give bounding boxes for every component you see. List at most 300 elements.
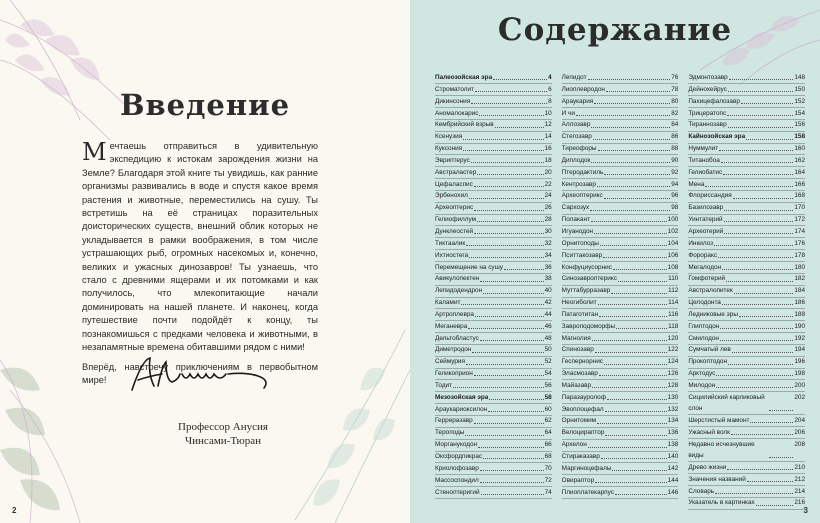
toc-entry[interactable] (435, 262, 552, 273)
toc-entry-leader (475, 84, 547, 92)
toc-entry-leader (594, 226, 667, 234)
toc-entry[interactable] (562, 344, 679, 355)
toc-entry-leader (474, 226, 543, 234)
toc-entry-page: 62 (544, 417, 552, 425)
toc-entry-label: Дикинсония (435, 97, 471, 105)
toc-entry-page: 32 (544, 239, 552, 247)
toc-entry-leader (616, 321, 667, 329)
toc-entry-page: 134 (667, 417, 679, 425)
toc-entry[interactable] (688, 214, 805, 225)
toc-entry[interactable] (688, 392, 805, 415)
toc-entry-page: 70 (544, 464, 552, 472)
toc-entry-page: 146 (667, 488, 679, 496)
toc-entry[interactable] (562, 273, 679, 284)
toc-entry[interactable] (562, 119, 679, 130)
toc-entry[interactable] (688, 285, 805, 296)
intro-paragraph-1-text: ечтаешь отправиться в удивительную экспедицию к истокам зарождения жизни на Земле? Благодаря этой книге ты увидишь, как ранние организмы развивались в воде и спустя какое время растения и животные, переместились на сушу. Ты встретишь на её страницах поразительных доисторических существ, внешний облик которых не укладывается в рамки воображения, в том числе устрашающих рыб, огромных насекомых и, конечно, великих и ужасных динозавров! Ты узнаешь, что стало с древними ящерами и их потомками и как получилось, что млекопитающие начали доминировать на нашей планете. И наконец, когда путешествие почти подойдёт к концу, ты познакомишься с предками человека и животными, в незапамятные времена обитавшими рядом с ними! (82, 141, 318, 353)
toc-entry-label: Эвоплоцефал (561, 405, 604, 413)
toc-entry[interactable] (435, 297, 552, 308)
toc-entry[interactable] (435, 96, 552, 107)
toc-entry-leader (477, 167, 543, 175)
toc-section-heading[interactable] (688, 131, 805, 142)
toc-entry[interactable] (562, 108, 679, 119)
toc-entry-leader (477, 214, 544, 222)
toc-entry-page: 132 (667, 405, 679, 413)
toc-entry-page: 102 (667, 227, 679, 235)
toc-entry[interactable] (562, 333, 679, 344)
toc-entry-page: 140 (667, 453, 679, 460)
toc-entry-leader (472, 344, 543, 352)
toc-entry-leader (732, 344, 794, 352)
toc-entry[interactable] (435, 475, 552, 486)
toc-entry-leader (480, 333, 544, 341)
toc-entry[interactable] (688, 380, 805, 391)
toc-entry-label: Мена (688, 180, 705, 188)
toc-entry[interactable] (435, 487, 552, 498)
toc-entry-label: Шерстистый мамонт (688, 416, 750, 424)
toc-entry-label: Спинозавр (561, 346, 594, 354)
toc-entry-leader (453, 380, 544, 388)
toc-entry-leader (594, 96, 670, 104)
toc-entry-page: 20 (544, 168, 552, 176)
toc-entry-leader (598, 297, 668, 305)
toc-entry[interactable] (562, 96, 679, 107)
toc-entry-label: Указатель в картинках (688, 499, 755, 507)
toc-entry-leader (599, 368, 667, 376)
toc-entry[interactable] (435, 250, 552, 261)
toc-entry-label: Кентрозавр (561, 180, 596, 188)
toc-entry[interactable] (435, 238, 552, 249)
toc-entry-page: 6 (548, 85, 552, 93)
toc-entry-label: Прокоптодон (688, 358, 728, 366)
toc-entry-label: Неогиболит (561, 299, 597, 307)
toc-entry-leader (481, 487, 544, 495)
toc-entry-page: 72 (544, 476, 552, 484)
toc-entry-label: Синозавроптерикс (561, 275, 617, 283)
toc-entry-leader (478, 439, 543, 447)
toc-entry-leader (716, 380, 793, 388)
toc-entry[interactable] (688, 238, 805, 249)
toc-entry-page: 4 (548, 74, 552, 81)
toc-entry-leader (474, 415, 544, 423)
toc-entry[interactable] (435, 108, 552, 119)
toc-entry[interactable] (435, 344, 552, 355)
toc-entry[interactable] (435, 368, 552, 379)
toc-entry[interactable] (435, 190, 552, 201)
toc-entry-leader (728, 356, 793, 364)
toc-entry-label: Эвриптерус (435, 156, 470, 164)
toc-entry-page: 196 (794, 358, 806, 366)
toc-entry-page: 202 (794, 393, 806, 401)
toc-entry[interactable] (688, 439, 805, 462)
toc-entry[interactable] (435, 333, 552, 344)
toc-entry-page: 76 (671, 74, 679, 81)
toc-entry-page: 172 (794, 216, 806, 224)
toc-entry-leader (595, 475, 667, 483)
intro-title: Введение (119, 88, 291, 122)
toc-entry-page: 174 (794, 227, 806, 235)
toc-entry-label: Целодонта (688, 299, 721, 307)
toc-entry-label: Авикулопектен (435, 275, 480, 283)
toc-entry[interactable] (688, 368, 805, 379)
toc-entry-page: 198 (794, 370, 806, 378)
toc-entry[interactable] (435, 451, 552, 462)
toc-entry[interactable] (435, 309, 552, 320)
toc-entry[interactable] (562, 72, 679, 83)
toc-entry[interactable] (688, 119, 805, 130)
toc-entry-leader (729, 72, 794, 80)
toc-entry[interactable] (688, 427, 805, 438)
toc-entry-label: Араукариоксилон (435, 405, 488, 413)
toc-entry[interactable] (562, 238, 679, 249)
toc-entry-page: 50 (544, 346, 552, 354)
toc-entry[interactable] (688, 226, 805, 237)
toc-entry[interactable] (688, 96, 805, 107)
intro-paragraph-2: Вперёд, навстречу приключениям в первобытном мире! (82, 361, 318, 385)
toc-entry-leader (593, 131, 670, 139)
toc-entry-leader (612, 463, 666, 471)
toc-entry-page: 200 (794, 381, 806, 389)
toc-entry-leader (471, 96, 547, 104)
toc-section-heading[interactable] (435, 72, 552, 83)
toc-entry[interactable] (435, 131, 552, 142)
toc-entry[interactable] (562, 475, 679, 486)
toc-entry-label: Гомфотерий (688, 275, 726, 283)
toc-entry-label: Птеродактиль (561, 168, 604, 176)
toc-entry[interactable] (688, 415, 805, 426)
toc-entry-label: Лиоплевродон (561, 85, 605, 93)
toc-entry-leader (591, 214, 667, 222)
toc-entry[interactable] (688, 462, 805, 473)
toc-entry-label: Эдмонтозавр (688, 74, 728, 81)
toc-entry-label: Сеймурия (435, 358, 465, 366)
toc-entry-page: 88 (671, 145, 679, 153)
toc-entry[interactable] (435, 427, 552, 438)
toc-entry-leader (724, 214, 794, 222)
toc-entry-page: 16 (544, 145, 552, 153)
toc-entry-page: 98 (671, 204, 679, 212)
toc-entry-page: 66 (544, 441, 552, 449)
toc-entry[interactable] (562, 190, 679, 201)
toc-entry-label: Кембрийский взрыв (435, 121, 494, 129)
author-line-2: Чинсами-Тюран (185, 435, 261, 447)
toc-entry[interactable] (688, 190, 805, 201)
toc-entry-leader (495, 119, 544, 127)
toc-entry-label: Дунклеостей (435, 227, 474, 235)
toc-entry[interactable] (688, 84, 805, 95)
toc-entry[interactable] (435, 380, 552, 391)
toc-entry[interactable] (688, 273, 805, 284)
toc-entry-leader (747, 474, 793, 482)
toc-entry[interactable] (688, 155, 805, 166)
toc-entry-page: 168 (794, 192, 806, 200)
toc-entry[interactable] (562, 167, 679, 178)
toc-entry-page: 60 (544, 405, 552, 413)
toc-entry[interactable] (562, 404, 679, 415)
toc-entry-leader (461, 297, 543, 305)
toc-entry[interactable] (435, 356, 552, 367)
toc-entry-label: Маргиноцефалы (561, 464, 612, 472)
toc-entry-label: И чи (561, 109, 575, 117)
toc-divider (562, 498, 679, 499)
toc-entry[interactable] (688, 202, 805, 213)
toc-entry[interactable] (435, 273, 552, 284)
toc-entry[interactable] (688, 309, 805, 320)
toc-entry-leader (474, 179, 544, 187)
toc-entry-page: 160 (794, 145, 806, 153)
toc-entry-leader (479, 108, 543, 116)
toc-entry[interactable] (562, 368, 679, 379)
toc-entry[interactable] (688, 486, 805, 497)
toc-entry-leader (592, 333, 667, 341)
toc-entry-label: Диметродон (435, 346, 472, 354)
toc-entry-label: Полакант (561, 216, 590, 224)
toc-entry-page: 188 (794, 310, 806, 318)
toc-entry-label: Тиреофоры (561, 145, 597, 153)
toc-entry-page: 210 (794, 463, 806, 471)
toc-entry[interactable] (688, 297, 805, 308)
toc-entry[interactable] (688, 262, 805, 273)
toc-entry[interactable] (562, 250, 679, 261)
toc-entry-page: 164 (794, 168, 806, 176)
toc-entry-leader (598, 143, 671, 151)
toc-entry-page: 138 (667, 441, 679, 449)
toc-entry[interactable] (435, 202, 552, 213)
toc-entry-page: 96 (671, 192, 679, 200)
toc-entry-leader (474, 202, 543, 210)
toc-entry-page: 118 (668, 322, 679, 330)
toc-entry-leader (469, 250, 543, 258)
toc-entry-leader (590, 202, 670, 210)
toc-entry-label: Дельтобластус (435, 334, 479, 342)
toc-entry-leader (724, 202, 793, 210)
toc-entry-leader (719, 143, 793, 151)
toc-entry[interactable] (688, 356, 805, 367)
toc-column-2 (562, 72, 679, 512)
toc-entry-label: Стираказавр (561, 453, 600, 460)
toc-entry-page: 124 (667, 358, 679, 366)
toc-entry[interactable] (435, 439, 552, 450)
toc-entry-page: 58 (544, 393, 552, 401)
toc-entry-label: Игуанодон (561, 227, 594, 235)
toc-entry-label: Герреразавр (435, 417, 473, 425)
toc-entry[interactable] (562, 84, 679, 95)
toc-entry-label: Аллозавр (561, 121, 591, 129)
toc-entry-page: 90 (671, 156, 679, 164)
toc-entry-label: Значения названий (688, 475, 746, 483)
toc-entry[interactable] (688, 474, 805, 485)
toc-entry-label: Морганукодон (435, 441, 478, 449)
toc-entry-page: 64 (544, 429, 552, 437)
toc-entry[interactable] (688, 143, 805, 154)
toc-entry-leader (727, 108, 793, 116)
toc-entry-page: 194 (794, 346, 806, 354)
toc-entry-leader (474, 368, 544, 376)
toc-entry[interactable] (562, 415, 679, 426)
toc-entry-page: 108 (667, 263, 679, 271)
toc-entry-leader (605, 427, 666, 435)
toc-entry-leader (728, 119, 794, 127)
page-number-right: 3 (803, 506, 808, 515)
toc-entry-leader (728, 84, 793, 92)
toc-entry-page: 150 (794, 85, 806, 93)
toc-entry[interactable] (435, 155, 552, 166)
toc-entry[interactable] (562, 427, 679, 438)
toc-entry-label: Перемещение на сушу (435, 263, 503, 271)
toc-entry-page: 48 (544, 334, 552, 342)
toc-entry-page: 176 (794, 239, 806, 247)
toc-entry[interactable] (562, 439, 679, 450)
toc-entry-page: 206 (794, 428, 806, 436)
toc-entry-page: 178 (794, 251, 806, 259)
toc-entry[interactable] (562, 155, 679, 166)
toc-entry-leader (724, 226, 793, 234)
toc-entry[interactable] (435, 84, 552, 95)
right-page (410, 0, 820, 523)
toc-entry-label: Мезозойская эра (435, 393, 489, 401)
toc-entry-page: 18 (544, 156, 552, 164)
toc-entry-label: Магнолия (561, 334, 591, 342)
toc-entry-page: 8 (548, 97, 552, 105)
toc-entry-leader (469, 190, 544, 198)
toc-entry-page: 14 (544, 133, 552, 141)
intro-paragraph-1 (82, 140, 318, 355)
toc-entry-leader (588, 439, 667, 447)
toc-entry[interactable] (562, 309, 679, 320)
toc-divider (688, 509, 805, 510)
toc-entry[interactable] (562, 179, 679, 190)
toc-entry[interactable] (562, 131, 679, 142)
toc-entry[interactable] (435, 404, 552, 415)
toc-entry[interactable] (688, 72, 805, 83)
toc-entry-page: 24 (544, 192, 552, 200)
toc-entry[interactable] (435, 415, 552, 426)
toc-entry-label: Цефаласпис (435, 180, 473, 188)
toc-entry[interactable] (562, 321, 679, 332)
toc-entry-leader (604, 356, 667, 364)
toc-entry[interactable] (562, 463, 679, 474)
toc-entry-page: 78 (671, 85, 679, 93)
toc-entry[interactable] (435, 179, 552, 190)
toc-entry-page: 46 (544, 322, 552, 330)
toc-entry-leader (734, 285, 794, 293)
toc-entry-leader (731, 427, 793, 435)
toc-entry[interactable] (688, 333, 805, 344)
toc-entry-leader (493, 72, 547, 80)
toc-entry[interactable] (562, 392, 679, 403)
toc-entry-page: 114 (668, 299, 679, 307)
toc-entry-page: 126 (667, 370, 679, 378)
toc-entry-leader (504, 262, 544, 270)
toc-entry-leader (595, 344, 667, 352)
toc-entry[interactable] (562, 285, 679, 296)
toc-entry-label: Артроплевра (435, 310, 474, 318)
toc-entry-page: 92 (671, 168, 679, 176)
toc-entry[interactable] (688, 167, 805, 178)
toc-entry[interactable] (435, 119, 552, 130)
toc-entry-page: 184 (794, 287, 806, 295)
toc-entry-page: 30 (544, 227, 552, 235)
toc-entry-label: Массоспондил (435, 476, 479, 484)
toc-entry-label: Аномалокарис (435, 109, 479, 117)
toc-entry-label: Уинтатерий (688, 216, 723, 224)
toc-entry[interactable] (562, 297, 679, 308)
toc-entry[interactable] (435, 167, 552, 178)
toc-entry-label: Археотерий (688, 227, 724, 235)
toc-entry[interactable] (562, 380, 679, 391)
toc-entry[interactable] (562, 226, 679, 237)
toc-title: Содержание (497, 12, 733, 48)
toc-section-heading[interactable] (435, 392, 552, 403)
toc-entry[interactable] (562, 451, 679, 462)
toc-entry[interactable] (562, 143, 679, 154)
toc-entry[interactable] (562, 356, 679, 367)
toc-entry-page: 128 (667, 381, 679, 389)
toc-column-3 (688, 72, 805, 512)
toc-entry[interactable] (688, 321, 805, 332)
toc-column-1 (435, 72, 552, 512)
toc-entry-label: Гелиофиллум (435, 216, 477, 224)
toc-entry-leader (741, 96, 793, 104)
toc-entry[interactable] (688, 497, 805, 508)
toc-entry-leader (489, 392, 543, 400)
toc-entry-label: Палеозойская эра (435, 74, 493, 81)
toc-entry[interactable] (435, 321, 552, 332)
toc-entry-leader (726, 273, 793, 281)
toc-entry[interactable] (562, 487, 679, 498)
toc-entry-label: Орнитомим (561, 417, 597, 425)
toc-entry-leader (463, 143, 543, 151)
toc-entry-label: Велоцираптор (561, 429, 605, 437)
toc-entry-leader (769, 392, 793, 412)
toc-entry-leader (716, 368, 793, 376)
toc-entry[interactable] (435, 226, 552, 237)
toc-entry-label: Кайнозойская эра (688, 133, 746, 141)
toc-entry[interactable] (562, 214, 679, 225)
toc-entry-leader (480, 475, 544, 483)
toc-entry[interactable] (688, 179, 805, 190)
toc-entry-leader (607, 392, 667, 400)
toc-entry-label: Ужасный волк (688, 428, 730, 436)
toc-entry[interactable] (435, 214, 552, 225)
toc-entry[interactable] (688, 250, 805, 261)
toc-entry-page: 216 (794, 499, 806, 507)
toc-entry-label: Сицилийский карликовый слон (688, 393, 765, 413)
toc-entry-page: 212 (794, 475, 806, 483)
toc-entry-label: Орнитоподы (561, 239, 599, 247)
toc-entry[interactable] (562, 202, 679, 213)
toc-entry[interactable] (435, 463, 552, 474)
toc-entry-leader (715, 486, 793, 494)
toc-entry[interactable] (562, 262, 679, 273)
toc-entry-page: 38 (544, 275, 552, 283)
toc-entry-label: Муттабурразавр (561, 287, 611, 295)
toc-entry-page: 28 (544, 216, 552, 224)
toc-entry-leader (722, 297, 793, 305)
toc-entry-leader (705, 179, 793, 187)
toc-entry-page: 52 (544, 358, 552, 366)
toc-entry[interactable] (435, 285, 552, 296)
toc-entry-label: Патаготитан (561, 310, 599, 318)
toc-entry-page: 56 (544, 381, 552, 389)
toc-entry-page: 136 (667, 429, 679, 437)
toc-entry-label: Стегозавр (561, 133, 592, 141)
toc-entry[interactable] (435, 143, 552, 154)
toc-entry-leader (463, 131, 543, 139)
toc-entry-label: Сархозух (561, 204, 590, 212)
toc-entry[interactable] (688, 344, 805, 355)
toc-entry[interactable] (688, 108, 805, 119)
